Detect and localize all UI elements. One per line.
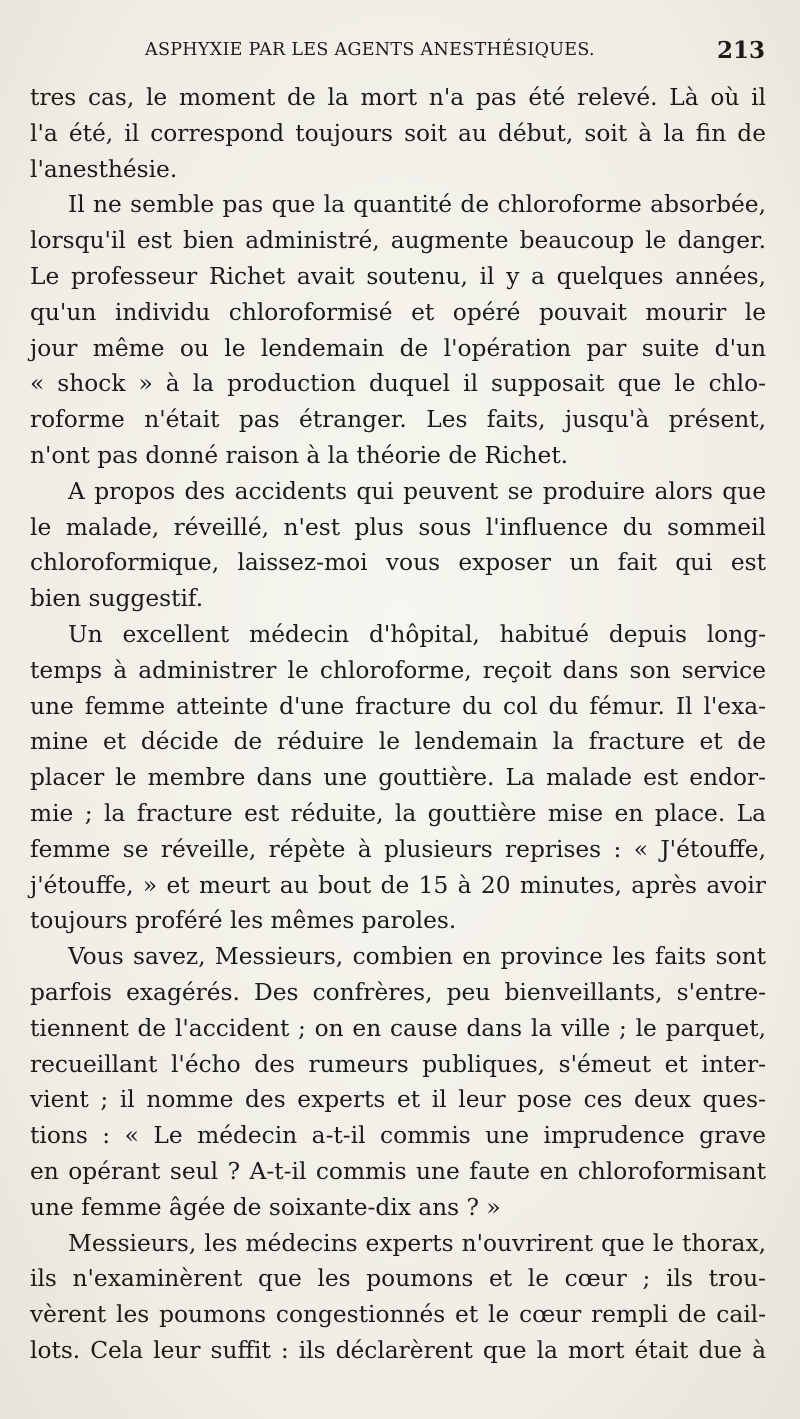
text-line: Il ne semble pas que la quantité de chloroforme absorbée,	[68, 191, 766, 219]
body-text	[30, 80, 766, 1369]
text-line: Messieurs, les médecins experts n'ouvrirent que le thorax,	[68, 1229, 766, 1257]
page-number: 213	[716, 37, 765, 64]
text-line: une femme âgée de soixante-dix ans ? »	[30, 1193, 501, 1221]
text-line: temps à administrer le chloroforme, reçoit dans son service	[30, 656, 766, 684]
text-line: tiennent de l'accident ; on en cause dans la ville ; le parquet,	[30, 1014, 766, 1042]
page-header	[145, 37, 765, 70]
text-line: placer le membre dans une gouttière. La malade est endor-	[30, 764, 766, 792]
text-line: l'anesthésie.	[30, 155, 178, 183]
text-line: en opérant seul ? A-t-il commis une faute en chloroformisant	[30, 1157, 766, 1185]
text-line: mie ; la fracture est réduite, la gouttière mise en place. La	[30, 799, 766, 827]
text-line: Un excellent médecin d'hôpital, habitué depuis long-	[68, 620, 766, 648]
text-line: chloroformique, laissez-moi vous exposer un fait qui est	[30, 549, 766, 577]
text-line: tions : « Le médecin a-t-il commis une imprudence grave	[30, 1122, 766, 1150]
text-line: le malade, réveillé, n'est plus sous l'influence du sommeil	[30, 513, 766, 541]
text-line: vient ; il nomme des experts et il leur pose ces deux ques-	[30, 1086, 766, 1114]
text-line: femme se réveille, répète à plusieurs reprises : « J'étouffe,	[30, 835, 766, 863]
text-line: l'a été, il correspond toujours soit au début, soit à la fin de	[30, 119, 766, 147]
text-line: toujours proféré les mêmes paroles.	[30, 907, 457, 935]
text-line: vèrent les poumons congestionnés et le cœur rempli de cail-	[30, 1301, 766, 1329]
text-line: qu'un individu chloroformisé et opéré pouvait mourir le	[30, 298, 766, 326]
text-line: Vous savez, Messieurs, combien en province les faits sont	[68, 943, 766, 971]
text-line: lots. Cela leur suffit : ils déclarèrent que la mort était due à	[30, 1336, 766, 1364]
text-line: Le professeur Richet avait soutenu, il y a quelques années,	[30, 262, 766, 290]
text-line: une femme atteinte d'une fracture du col du fémur. Il l'exa-	[30, 692, 766, 720]
text-line: « shock » à la production duquel il supposait que le chlo-	[30, 370, 766, 398]
text-line: jour même ou le lendemain de l'opération par suite d'un	[30, 334, 766, 362]
text-line: roforme n'était pas étranger. Les faits, jusqu'à présent,	[30, 406, 766, 434]
text-line: n'ont pas donné raison à la théorie de Richet.	[30, 441, 569, 469]
text-line: recueillant l'écho des rumeurs publiques, s'émeut et inter-	[30, 1050, 766, 1078]
text-line: j'étouffe, » et meurt au bout de 15 à 20 minutes, après avoir	[30, 871, 766, 899]
text-line: A propos des accidents qui peuvent se produire alors que	[68, 477, 766, 505]
text-line: bien suggestif.	[30, 585, 204, 613]
running-head: ASPHYXIE PAR LES AGENTS ANESTHÉSIQUES.	[145, 40, 595, 60]
text-line: lorsqu'il est bien administré, augmente beaucoup le danger.	[30, 227, 766, 255]
text-line: ils n'examinèrent que les poumons et le cœur ; ils trou-	[30, 1265, 766, 1293]
text-line: tres cas, le moment de la mort n'a pas été relevé. Là où il	[30, 84, 766, 111]
text-line: mine et décide de réduire le lendemain la fracture et de	[30, 728, 766, 756]
text-line: parfois exagérés. Des confrères, peu bienveillants, s'entre-	[30, 978, 766, 1006]
